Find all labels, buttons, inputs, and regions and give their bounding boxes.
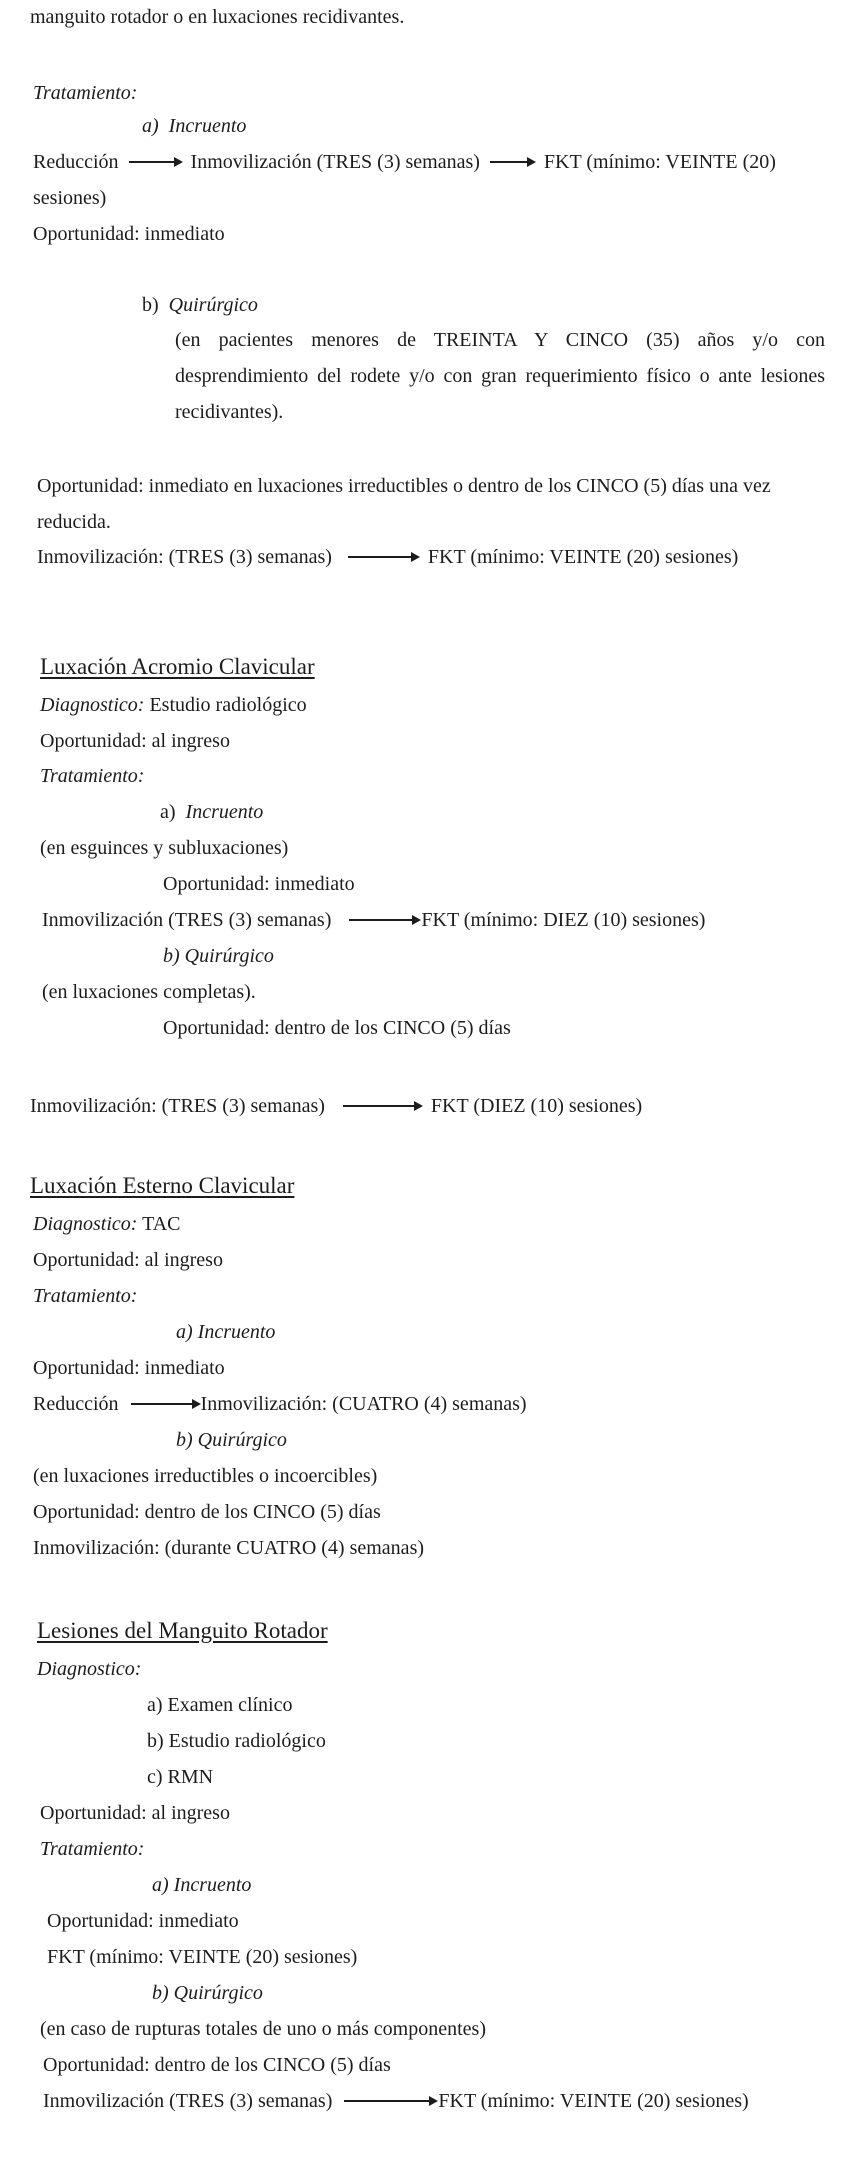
flow-step: Inmovilización: (CUATRO (4) semanas)	[200, 1393, 527, 1415]
flow-step: FKT (DIEZ (10) sesiones)	[430, 1095, 643, 1117]
oportunidad-text: Oportunidad: dentro de los CINCO (5) días	[43, 2054, 391, 2076]
quirurgico-heading: b) Quirúrgico	[163, 945, 274, 967]
flow-step: Reducción	[33, 1393, 119, 1415]
diagnostico-label: Diagnostico:	[40, 694, 145, 716]
quirurgico-description: (en luxaciones irreductibles o incoercibles)	[33, 1465, 378, 1487]
quirurgico-description: (en caso de rupturas totales de uno o más componentes)	[40, 2018, 486, 2040]
oportunidad-text: Oportunidad: dentro de los CINCO (5) días	[163, 1017, 511, 1039]
incruento-description: (en esguinces y subluxaciones)	[40, 837, 289, 859]
flow-step: Inmovilización (TRES (3) semanas)	[190, 151, 480, 173]
inmovilizacion-text: Inmovilización: (durante CUATRO (4) semanas)	[33, 1537, 425, 1559]
flow-step: FKT (mínimo: VEINTE (20) sesiones)	[427, 546, 739, 568]
list-item: c) RMN	[147, 1766, 214, 1788]
incruento-marker: a)	[142, 115, 159, 137]
incruento-heading: a) Incruento	[152, 1874, 252, 1896]
arrow-icon	[129, 161, 181, 163]
flow-step: Reducción	[33, 151, 119, 173]
quirurgico-description: (en luxaciones completas).	[42, 981, 256, 1003]
flow-step: FKT (mínimo: DIEZ (10) sesiones)	[421, 909, 706, 931]
diagnostico-label: Diagnostico:	[33, 1213, 138, 1235]
diagnostico-line	[40, 692, 307, 718]
flow-inmovilizacion	[37, 544, 738, 570]
oportunidad-text: Oportunidad: inmediato	[33, 223, 225, 245]
quirurgico-heading: b) Quirúrgico	[152, 1982, 263, 2004]
flow-inmovilizacion	[43, 2088, 749, 2114]
diagnostico-value: Estudio radiológico	[149, 694, 307, 716]
flow-reduccion	[33, 1391, 527, 1417]
diagnostico-line	[33, 1211, 180, 1237]
incruento-heading: a) Incruento	[176, 1321, 276, 1343]
incruento-label: Incruento	[168, 115, 247, 137]
quirurgico-description: (en pacientes menores de TREINTA Y CINCO (35) años y/o con desprendimiento del rodete y/o con gran requerimiento físico o ante lesiones recidivantes).	[175, 329, 825, 423]
flow-sesiones: sesiones)	[33, 187, 107, 209]
flow-step: Inmovilización: (TRES (3) semanas)	[37, 546, 332, 568]
flow-reduccion	[33, 149, 776, 175]
flow-step: Inmovilización (TRES (3) semanas)	[42, 909, 332, 931]
arrow-icon	[348, 556, 418, 558]
flow-step: FKT (mínimo: VEINTE (20)	[543, 151, 776, 173]
tratamiento-label: Tratamiento:	[40, 1838, 145, 1860]
oportunidad-text: Oportunidad: inmediato	[33, 1357, 225, 1379]
incruento-label: Incruento	[185, 801, 264, 823]
diagnostico-label: Diagnostico:	[37, 1658, 142, 1680]
flow-step: Inmovilización (TRES (3) semanas)	[43, 2090, 333, 2112]
tratamiento-label: Tratamiento:	[40, 765, 145, 787]
oportunidad-text: Oportunidad: al ingreso	[40, 1802, 230, 1824]
oportunidad-text: Oportunidad: al ingreso	[33, 1249, 223, 1271]
tratamiento-label: Tratamiento:	[33, 82, 138, 104]
section-title: Lesiones del Manguito Rotador	[37, 1618, 328, 1643]
list-item: a) Examen clínico	[147, 1694, 293, 1716]
arrow-icon	[490, 161, 534, 163]
oportunidad-text: Oportunidad: dentro de los CINCO (5) días	[33, 1501, 381, 1523]
incruento-heading	[160, 799, 263, 825]
quirurgico-label: Quirúrgico	[168, 294, 258, 316]
incruento-heading	[142, 113, 246, 139]
arrow-icon	[344, 2100, 436, 2102]
oportunidad-text: Oportunidad: inmediato	[47, 1910, 239, 1932]
section-title: Luxación Esterno Clavicular	[30, 1173, 295, 1198]
tratamiento-label: Tratamiento:	[33, 1285, 138, 1307]
oportunidad-text: reducida.	[37, 511, 111, 533]
flow-step: FKT (mínimo: VEINTE (20) sesiones)	[438, 2090, 749, 2112]
flow-inmovilizacion	[42, 907, 705, 933]
list-item: b) Estudio radiológico	[147, 1730, 326, 1752]
section-title: Luxación Acromio Clavicular	[40, 654, 315, 679]
arrow-icon	[349, 919, 419, 921]
intro-line: manguito rotador o en luxaciones recidivantes.	[30, 6, 405, 28]
arrow-icon	[343, 1105, 421, 1107]
quirurgico-marker: b)	[142, 294, 159, 316]
quirurgico-heading: b) Quirúrgico	[176, 1429, 287, 1451]
fkt-text: FKT (mínimo: VEINTE (20) sesiones)	[47, 1946, 358, 1968]
oportunidad-text: Oportunidad: inmediato	[163, 873, 355, 895]
flow-step: Inmovilización: (TRES (3) semanas)	[30, 1095, 325, 1117]
oportunidad-text: Oportunidad: inmediato en luxaciones irreductibles o dentro de los CINCO (5) días una vez	[37, 475, 771, 497]
incruento-marker: a)	[160, 801, 176, 823]
flow-inmovilizacion	[30, 1093, 642, 1119]
quirurgico-heading	[142, 292, 258, 318]
diagnostico-value: TAC	[142, 1213, 181, 1235]
arrow-icon	[131, 1403, 199, 1405]
oportunidad-text: Oportunidad: al ingreso	[40, 730, 230, 752]
